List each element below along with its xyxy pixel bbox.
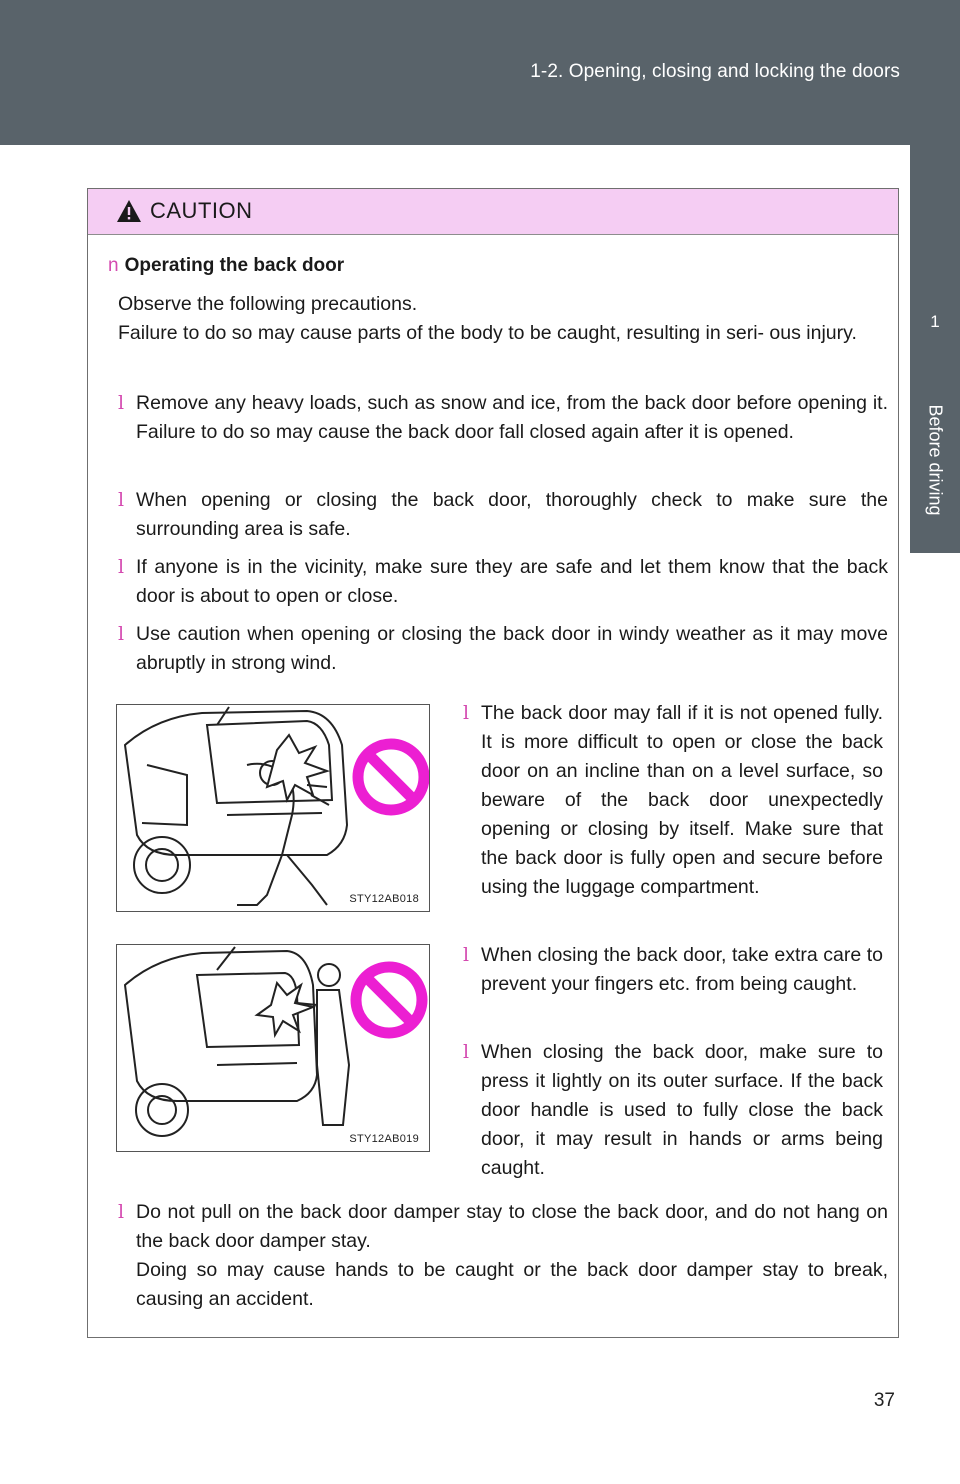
list-item-text: Use caution when opening or closing the back door in windy weather as it may move abruptly in strong wind. [136, 623, 888, 674]
bullet-marker: l [463, 702, 470, 724]
list-item-text: When closing the back door, make sure to press it lightly on its outer surface. If the back door handle is used to fully close the back door, it may result in hands or arms being caught. [481, 1041, 883, 1179]
list-item-text: Do not pull on the back door damper stay to close the back door, and do not hang on the back door damper stay. [136, 1201, 888, 1252]
list-item-text: When opening or closing the back door, thoroughly check to make sure the surrounding area is safe. [136, 489, 888, 540]
bullet-marker: l [118, 1201, 125, 1223]
chapter-number: 1 [930, 312, 940, 331]
prohibited-icon [358, 744, 424, 810]
bullet-marker: l [118, 556, 125, 578]
bullet-marker: l [118, 623, 125, 645]
bullet-marker: l [118, 392, 125, 414]
bullet-marker: l [463, 1041, 470, 1063]
caution-header [88, 189, 898, 235]
list-item-text: If anyone is in the vicinity, make sure they are safe and let them know that the back door is about to open or close. [136, 556, 888, 607]
list-item [118, 620, 888, 678]
section-heading-text: Operating the back door [124, 255, 345, 276]
list-item [118, 486, 888, 544]
intro-line-1: Observe the following precautions. [118, 293, 418, 315]
list-item-text: The back door may fall if it is not opened fully. It is more difficult to open or close the back door on an incline than on a level surface, so beware of the back door unexpectedly opening or closing by itself. Make sure that the back door is fully open and secure before using the luggage compartment. [481, 702, 883, 898]
intro-line-2: Failure to do so may cause parts of the body to be caught, resulting in seri- ous injury. [118, 322, 857, 344]
bullet-marker: l [118, 489, 125, 511]
caution-title: CAUTION [150, 198, 253, 223]
caution-box [87, 188, 899, 1338]
list-item-continuation [136, 1256, 888, 1314]
list-item [463, 941, 883, 999]
list-item-text: Doing so may cause hands to be caught or the back door damper stay to break, causing an accident. [136, 1259, 888, 1310]
bullet-marker: l [463, 944, 470, 966]
chapter-label: Before driving [925, 404, 946, 516]
list-item [118, 553, 888, 611]
list-item-text: When closing the back door, take extra care to prevent your fingers etc. from being caught. [481, 944, 883, 995]
car-rear-closing-illustration [117, 945, 430, 1152]
illustration-back-door-falling [116, 704, 430, 912]
list-item [463, 699, 883, 902]
prohibited-icon [356, 967, 422, 1033]
list-item [118, 1198, 888, 1256]
list-item-text: Remove any heavy loads, such as snow and ice, from the back door before opening it. Failure to do so may cause the back door fall closed again after it is opened. [136, 392, 888, 443]
section-title: 1-2. Opening, closing and locking the doors [530, 61, 900, 82]
figure-code: STY12AB019 [349, 1133, 419, 1145]
illustration-closing-back-door [116, 944, 430, 1152]
figure-code: STY12AB018 [349, 893, 419, 905]
list-item [463, 1038, 883, 1183]
list-item [118, 389, 888, 447]
page-number: 37 [873, 1390, 895, 1411]
warning-triangle-icon [116, 199, 142, 223]
section-bullet: n [108, 255, 119, 276]
car-rear-illustration [117, 705, 430, 912]
section-heading [108, 255, 344, 277]
